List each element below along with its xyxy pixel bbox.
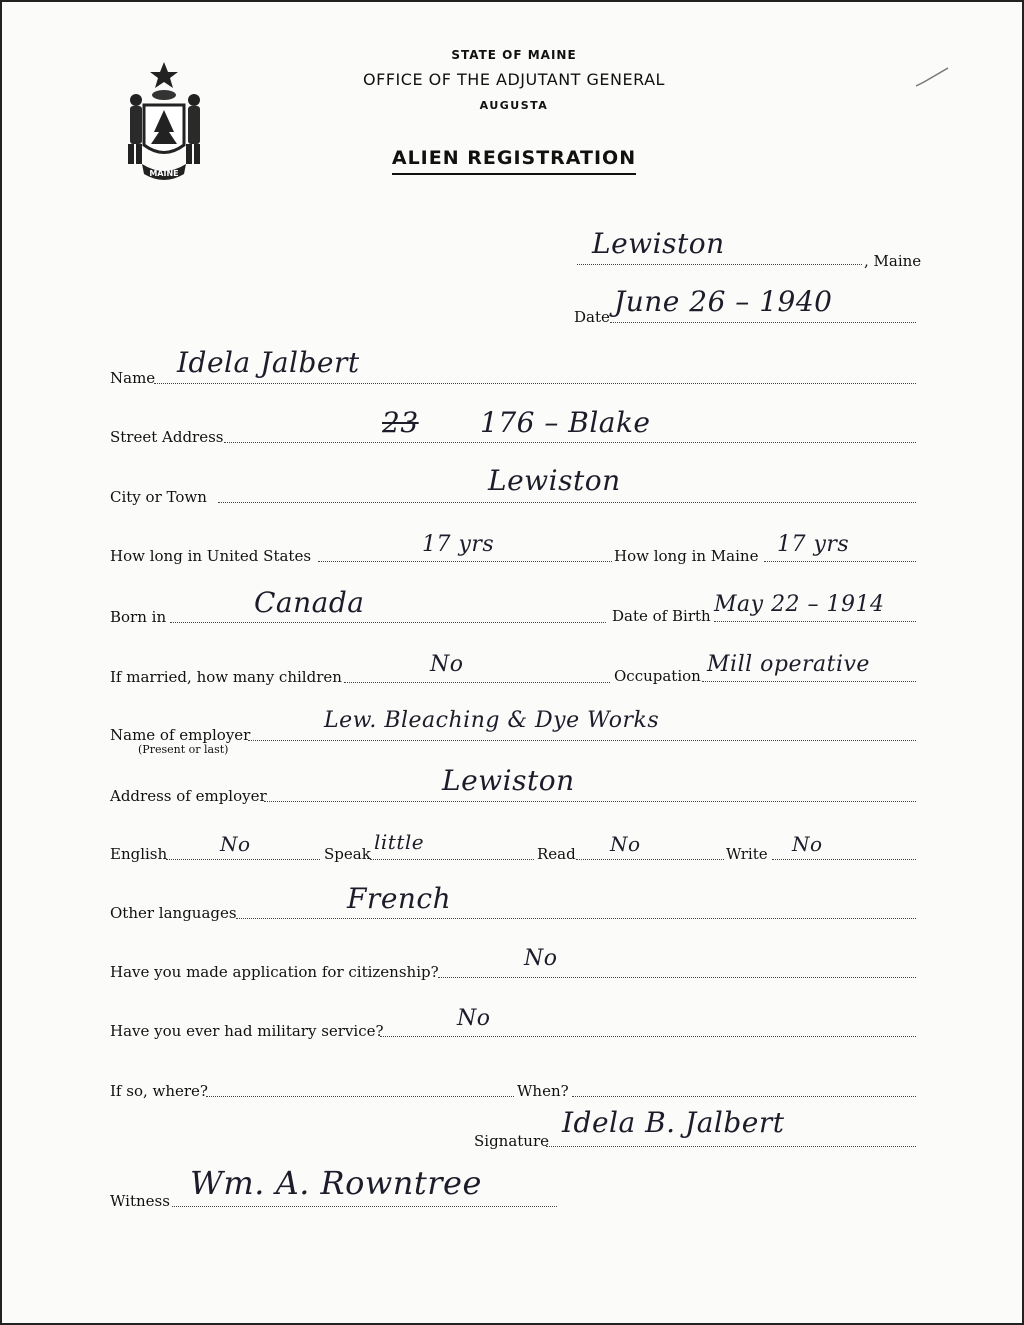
- citizenship-label: Have you made application for citizenship?: [110, 963, 439, 981]
- other-lang-label: Other languages: [110, 904, 237, 922]
- town-entry: Lewiston: [592, 227, 725, 260]
- children-entry: No: [430, 652, 464, 677]
- header-office: OFFICE OF THE ADJUTANT GENERAL: [363, 70, 665, 89]
- employer-address-entry: Lewiston: [442, 764, 575, 797]
- military-label: Have you ever had military service?: [110, 1022, 384, 1040]
- dob-entry: May 22 – 1914: [714, 592, 885, 617]
- born-line: [170, 622, 606, 623]
- signature-line: [546, 1146, 916, 1147]
- date-label: Date: [574, 308, 610, 326]
- occupation-label: Occupation: [614, 667, 701, 685]
- long-maine-line: [764, 561, 916, 562]
- signature-entry: Idela B. Jalbert: [562, 1106, 785, 1139]
- city-label: City or Town: [110, 488, 207, 506]
- english-label: English: [110, 845, 168, 863]
- employer-note: (Present or last): [138, 743, 229, 756]
- dob-label: Date of Birth: [612, 607, 711, 625]
- children-line: [344, 682, 610, 683]
- other-lang-entry: French: [347, 882, 452, 915]
- born-entry: Canada: [254, 586, 365, 619]
- seal-text: MAINE: [149, 169, 179, 178]
- employer-label: Name of employer: [110, 726, 251, 744]
- city-line: [218, 502, 916, 503]
- date-entry: June 26 – 1940: [614, 285, 833, 318]
- form-title-text: ALIEN REGISTRATION: [392, 147, 636, 175]
- dob-line: [714, 621, 916, 622]
- occupation-entry: Mill operative: [707, 652, 870, 677]
- born-label: Born in: [110, 608, 167, 626]
- name-line: [154, 383, 916, 384]
- long-us-entry: 17 yrs: [422, 532, 495, 557]
- signature-label: Signature: [474, 1132, 550, 1150]
- military-entry: No: [457, 1006, 491, 1031]
- header-city: AUGUSTA: [479, 99, 549, 112]
- header-state: STATE OF MAINE: [451, 48, 577, 62]
- when-line: [572, 1096, 916, 1097]
- check-mark-icon: [914, 64, 950, 94]
- speak-label: Speak: [324, 845, 371, 863]
- write-line: [772, 859, 916, 860]
- employer-address-line: [264, 801, 916, 802]
- long-us-label: How long in United States: [110, 547, 312, 565]
- occupation-line: [702, 681, 916, 682]
- employer-address-label: Address of employer: [110, 787, 267, 805]
- employer-line: [248, 740, 916, 741]
- long-maine-entry: 17 yrs: [777, 532, 850, 557]
- speak-line: [370, 859, 534, 860]
- employer-entry: Lew. Bleaching & Dye Works: [324, 708, 660, 733]
- when-label: When?: [517, 1082, 569, 1100]
- children-label: If married, how many children: [110, 668, 342, 686]
- maine-label: , Maine: [864, 252, 922, 270]
- street-label: Street Address: [110, 428, 224, 446]
- witness-entry: Wm. A. Rowntree: [190, 1164, 482, 1202]
- write-label: Write: [726, 845, 768, 863]
- english-entry: No: [220, 832, 251, 856]
- street-entry: 176 – Blake: [480, 406, 651, 439]
- military-line: [380, 1036, 916, 1037]
- write-entry: No: [792, 832, 823, 856]
- city-entry: Lewiston: [488, 464, 621, 497]
- citizenship-line: [438, 977, 916, 978]
- town-line: [577, 264, 862, 265]
- read-label: Read: [537, 845, 576, 863]
- long-maine-label: How long in Maine: [614, 547, 759, 565]
- other-lang-line: [236, 918, 916, 919]
- date-line: [610, 322, 916, 323]
- witness-label: Witness: [110, 1192, 170, 1210]
- speak-entry: little: [374, 830, 425, 854]
- form-title: [2, 147, 1024, 169]
- citizenship-entry: No: [524, 946, 558, 971]
- english-line: [166, 859, 320, 860]
- read-line: [576, 859, 724, 860]
- witness-line: [172, 1206, 557, 1207]
- long-us-line: [318, 561, 612, 562]
- read-entry: No: [610, 832, 641, 856]
- where-label: If so, where?: [110, 1082, 208, 1100]
- street-struck-entry: 23: [382, 406, 419, 439]
- name-entry: Idela Jalbert: [177, 346, 360, 379]
- name-label: Name: [110, 369, 156, 387]
- street-line: [224, 442, 916, 443]
- where-line: [206, 1096, 514, 1097]
